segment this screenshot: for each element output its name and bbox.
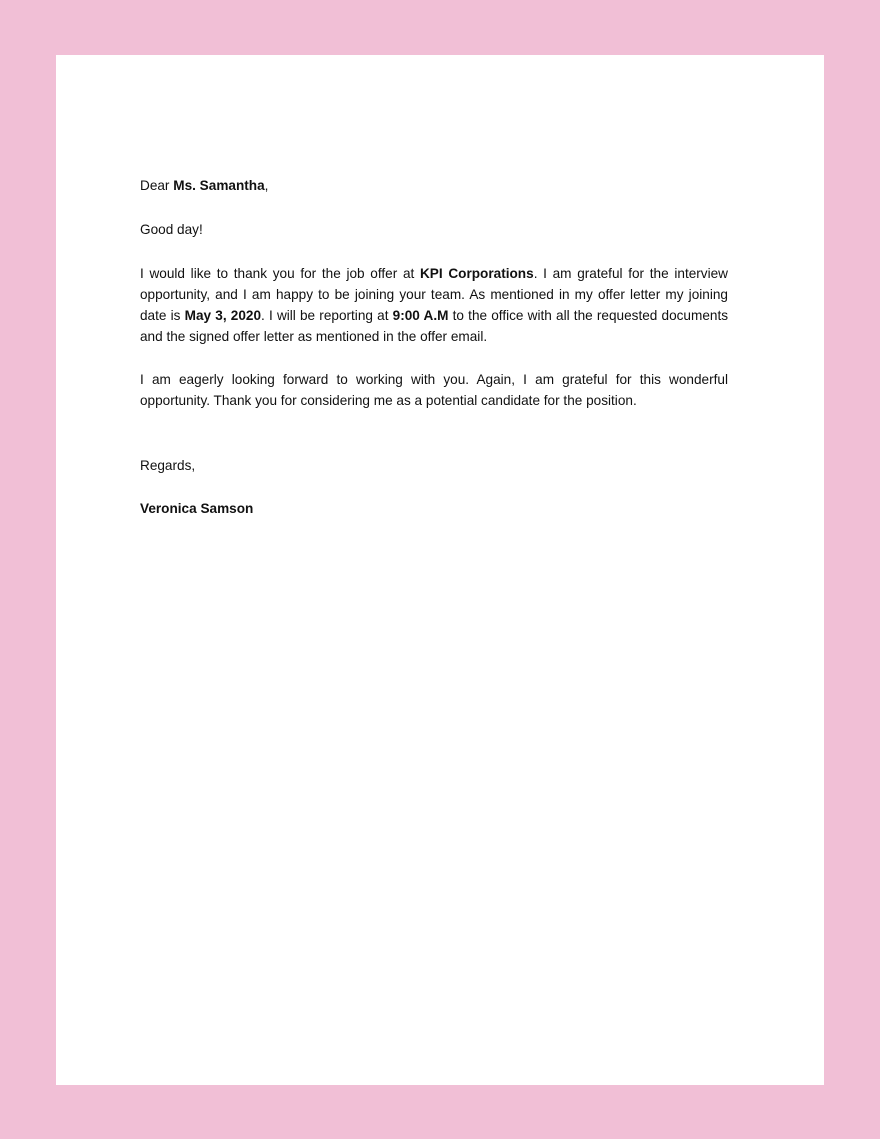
company-name: KPI Corporations (419, 266, 534, 281)
salutation-prefix: Dear (140, 178, 174, 193)
signature-text: Veronica Samson (140, 501, 254, 516)
salutation (140, 175, 728, 196)
salutation-suffix: , (264, 178, 269, 193)
paragraph1-text-3: . I will be reporting at (261, 308, 393, 323)
paragraph1-text-1: I would like to thank you for the job offer at (140, 266, 420, 281)
greeting: Good day! (140, 222, 203, 237)
reporting-time: 9:00 A.M (392, 308, 449, 323)
paragraph1-text-4: to the office with all the requested documents and the signed offer letter as mentioned in the offer email. (140, 308, 729, 344)
letter-body (140, 175, 728, 519)
closing: Regards, (140, 458, 196, 473)
paragraph1-text-2: . I am grateful for the interview opportunity, and I am happy to be joining your team. As mentioned in my offer letter my joining date is (140, 266, 729, 323)
paragraph-looking-forward: I am eagerly looking forward to working with you. Again, I am grateful for this wonderful opportunity. Thank you for considering me as a potential candidate for the position. (140, 372, 728, 408)
joining-date: May 3, 2020 (184, 308, 262, 323)
signature-name (140, 498, 728, 519)
recipient-name: Ms. Samantha (173, 178, 265, 193)
letter-page (56, 55, 824, 1085)
paragraph-offer-thanks (140, 263, 728, 347)
